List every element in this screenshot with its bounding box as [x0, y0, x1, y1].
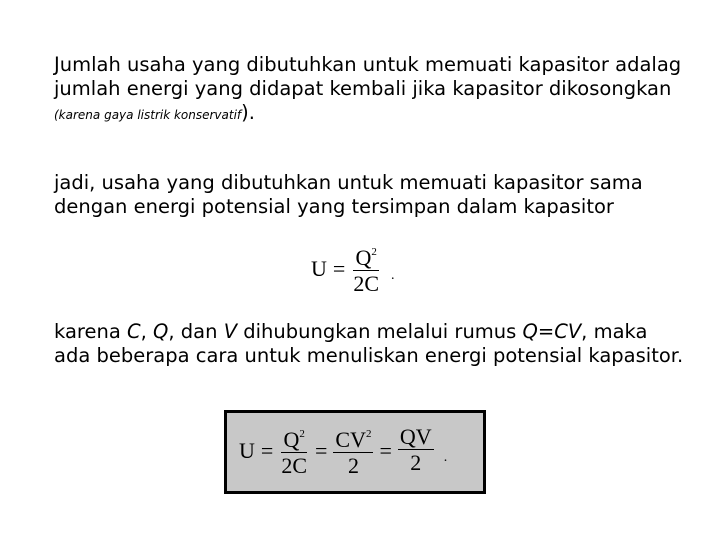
- p3-part3: dihubungkan melalui rumus: [237, 320, 523, 343]
- eq2-dot: .: [443, 449, 448, 465]
- eq2-fraction-2: [333, 422, 373, 479]
- eq2-fraction-3: [398, 425, 434, 476]
- equation-energy-forms: [239, 422, 447, 479]
- eq2-f1-denominator: 2C: [281, 453, 307, 478]
- p3-part2: , dan: [168, 320, 224, 343]
- paragraph-relation: [54, 320, 684, 368]
- eq1-numerator: [353, 240, 378, 271]
- eq2-f2-numerator: [333, 422, 373, 453]
- paragraph-potential-energy: [54, 171, 654, 219]
- eq2-equals-3: =: [379, 437, 392, 463]
- equation-box: [224, 410, 486, 494]
- eq1-equals: =: [332, 255, 346, 281]
- eq2-f2-num-exp: 2: [365, 428, 372, 440]
- eq2-f1-num-base: Q: [283, 427, 300, 452]
- p3-part1: karena: [54, 320, 127, 343]
- eq1-num-base: Q: [355, 245, 372, 270]
- p3-var-c: C: [127, 320, 141, 343]
- p3-part4: , maka ada beberapa cara untuk menuliskan energi potensial kapasitor.: [54, 320, 684, 367]
- p3-formula: Q=CV: [522, 320, 582, 343]
- p3-comma1: ,: [140, 320, 154, 343]
- eq2-f1-num-exp: 2: [299, 428, 305, 440]
- paragraph1-note: (karena gaya listrik konservatif: [54, 108, 242, 122]
- eq2-f3-numerator: QV: [399, 424, 432, 449]
- paragraph1-close: ).: [241, 101, 255, 124]
- paragraph-energy-definition: [54, 53, 684, 127]
- paragraph1-text: Jumlah usaha yang dibutuhkan untuk memuati kapasitor adalag jumlah energi yang didapat kembali jika kapasitor dikosongkan: [54, 53, 682, 100]
- eq2-f1-numerator: [281, 422, 306, 453]
- eq1-lhs: U: [311, 255, 327, 281]
- eq2-equals-1: =: [260, 437, 274, 463]
- equation-energy-q: [311, 240, 395, 297]
- eq2-fraction-1: [279, 422, 309, 479]
- p3-var-v: V: [223, 320, 238, 343]
- paragraph2-text: jadi, usaha yang dibutuhkan untuk memuati kapasitor sama dengan energi potensial yang tersimpan dalam kapasitor: [54, 171, 643, 218]
- eq1-num-exp: 2: [371, 246, 377, 258]
- p3-var-q: Q: [153, 320, 169, 343]
- eq1-denominator: 2C: [353, 271, 379, 296]
- eq2-f2-denominator: 2: [347, 453, 359, 478]
- eq1-fraction: [351, 240, 381, 297]
- eq2-lhs: U: [239, 437, 255, 463]
- eq2-equals-2: =: [315, 437, 328, 463]
- eq1-dot: .: [391, 267, 395, 283]
- eq2-f2-num-base: CV: [335, 427, 366, 452]
- eq2-f3-denominator: 2: [410, 450, 422, 475]
